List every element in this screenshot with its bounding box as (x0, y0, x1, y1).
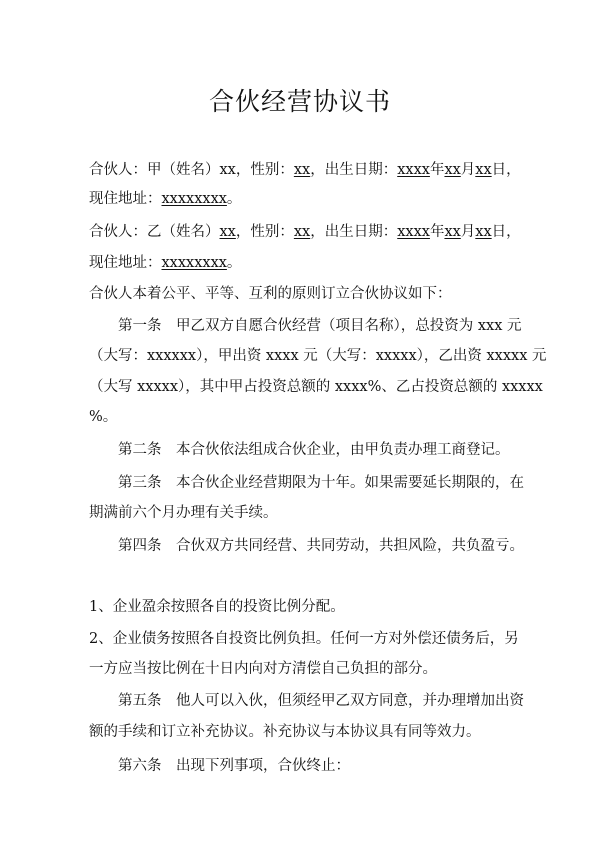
text: 年 (429, 224, 445, 240)
list-item-2-line-2: 一方应当按比例在十日内向对方清偿自己负担的部分。 (89, 661, 437, 677)
partner-a-line-1 (89, 160, 521, 180)
text: 年 (429, 162, 445, 178)
partner-a-birth-month: xx (444, 162, 461, 178)
text: 现住地址： (89, 255, 162, 271)
article-3-line-1: 第三条 本合伙企业经营期限为十年。如果需要延长期限的，在 (118, 475, 524, 491)
partner-b-birth-month: xx (444, 224, 461, 240)
partner-b-birth-year: xxxx (397, 224, 430, 240)
article-5-line-2: 额的手续和订立补充协议。补充协议与本协议具有同等效力。 (89, 724, 481, 740)
list-item-2-line-1: 2、企业债务按照各自投资比例负担。任何一方对外偿还债务后，另 (89, 631, 519, 647)
partner-a-birth-day: xx (475, 162, 492, 178)
partner-b-birth-day: xx (475, 224, 492, 240)
partner-a-address: xxxxxxxx (161, 191, 227, 207)
article-2-text: 第二条 本合伙依法组成合伙企业，由甲负责办理工商登记。 (118, 442, 510, 458)
text: 。 (226, 255, 242, 271)
text: 日， (491, 162, 521, 178)
text: ，出生日期： (310, 224, 398, 240)
partner-b-line-1 (89, 222, 521, 242)
article-1-line-3: （大写 xxxxx），其中甲占投资总额的 xxxx%、乙占投资总额的 xxxxx (89, 379, 543, 395)
text: 月 (460, 162, 476, 178)
text: 现住地址： (89, 191, 162, 207)
text: 合伙人：乙（姓名） (89, 224, 220, 240)
partner-b-name: xx (219, 224, 236, 240)
list-item-1: 1、企业盈余按照各自的投资比例分配。 (89, 599, 345, 615)
text: 。 (226, 191, 242, 207)
partner-a-birth-year: xxxx (397, 162, 430, 178)
text: 日， (491, 224, 521, 240)
partner-a-gender: xx (293, 162, 311, 178)
text: 月 (460, 224, 476, 240)
article-1-line-4: %。 (89, 409, 118, 425)
partner-b-gender: xx (293, 224, 311, 240)
document-title: 合伙经营协议书 (208, 87, 391, 116)
article-1-line-1: 第一条 甲乙双方自愿合伙经营（项目名称），总投资为 xxx 元 (118, 318, 522, 334)
article-3-line-2: 期满前六个月办理有关手续。 (89, 505, 278, 521)
article-4-text: 第四条 合伙双方共同经营、共同劳动，共担风险，共负盈亏。 (118, 538, 524, 554)
partner-b-address: xxxxxxxx (161, 255, 227, 271)
text: ，出生日期： (310, 162, 398, 178)
partner-b-line-2 (89, 253, 241, 273)
text: 合伙人：甲（姓名）xx，性别： (89, 162, 294, 178)
article-6-text: 第六条 出现下列事项，合伙终止： (118, 758, 350, 774)
text: ，性别： (235, 224, 294, 240)
article-1-line-2: （大写：xxxxxx），甲出资 xxxx 元（大写：xxxxx），乙出资 xxxxx 元 (89, 348, 547, 364)
article-5-line-1: 第五条 他人可以入伙，但须经甲乙双方同意，并办理增加出资 (118, 693, 524, 709)
intro-text: 合伙人本着公平、平等、互利的原则订立合伙协议如下： (89, 286, 452, 302)
partner-a-line-2 (89, 189, 241, 209)
